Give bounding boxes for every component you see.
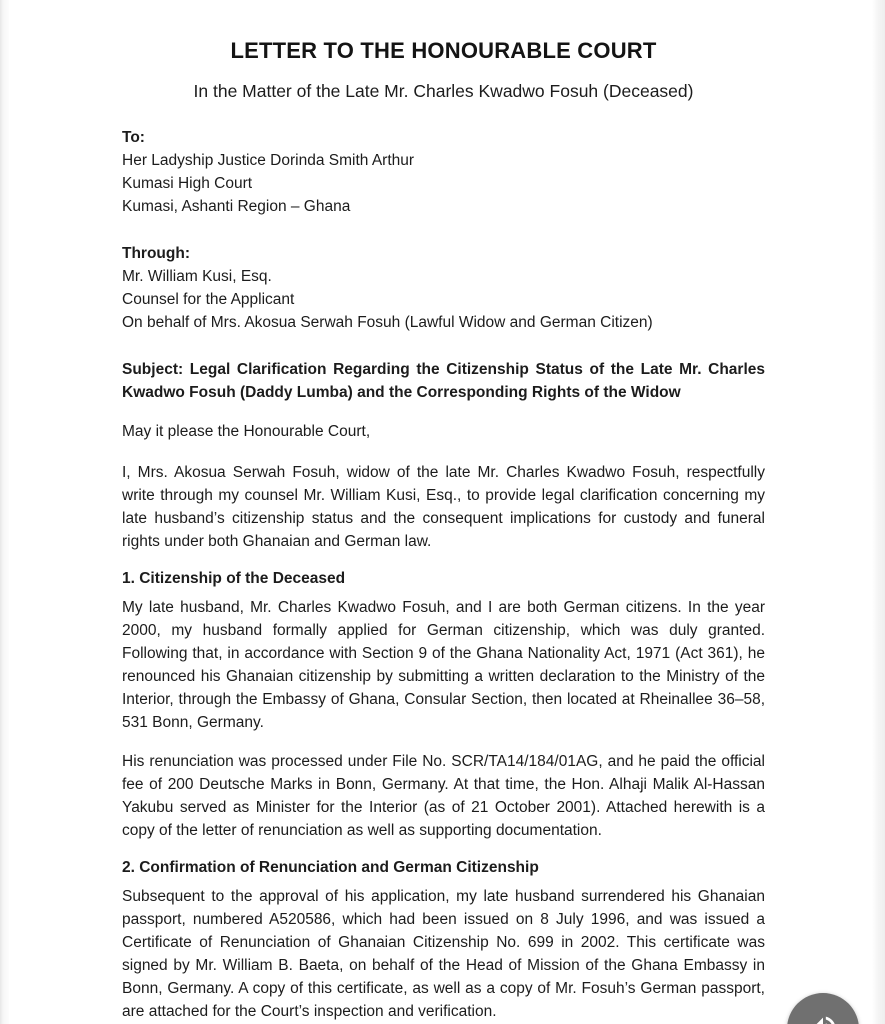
through-line: On behalf of Mrs. Akosua Serwah Fosuh (Lawful Widow and German Citizen): [122, 314, 653, 331]
to-line: Kumasi High Court: [122, 175, 253, 192]
section-2-paragraph: Subsequent to the approval of his application, my late husband surrendered his Ghanaian passport, numbered A520586, which had been issued on 8 July 1996, and was issued a Certificate of Renunciation of Ghanaian Citizenship No. 699 in 2002. This certificate was signed by Mr. William B. Baeta, on behalf of the Head of Mission of the Ghana Embassy in Bonn, Germany. A copy of this certificate, as well as a copy of Mr. Fosuh’s German passport, are attached for the Court’s inspection and verification.: [122, 888, 765, 1020]
document-title: LETTER TO THE HONOURABLE COURT: [230, 38, 657, 63]
through-line: Counsel for the Applicant: [122, 291, 295, 308]
subject-line: Subject: Legal Clarification Regarding the Citizenship Status of the Late Mr. Charles Kwadwo Fosuh (Daddy Lumba) and the Corresponding Rights of the Widow: [122, 361, 765, 401]
through-block: [122, 242, 765, 334]
section-2: [122, 856, 765, 1023]
speaker-icon: [806, 1012, 840, 1024]
section-1-heading: 1. Citizenship of the Deceased: [122, 570, 346, 587]
intro-paragraph: I, Mrs. Akosua Serwah Fosuh, widow of the late Mr. Charles Kwadwo Fosuh, respectfully write through my counsel Mr. William Kusi, Esq., to provide legal clarification concerning my late husband’s citizenship status and the consequent implications for custody and funeral rights under both Ghanaian and German law.: [122, 464, 765, 550]
section-1: [122, 567, 765, 842]
through-line: Mr. William Kusi, Esq.: [122, 268, 272, 285]
salutation: May it please the Honourable Court,: [122, 423, 371, 440]
section-1-paragraph: His renunciation was processed under File No. SCR/TA14/184/01AG, and he paid the official fee of 200 Deutsche Marks in Bonn, Germany. At that time, the Hon. Alhaji Malik Al-Hassan Yakubu served as Minister for the Interior (as of 21 October 2001). Attached herewith is a copy of the letter of renunciation as well as supporting documentation.: [122, 753, 765, 839]
to-line: Kumasi, Ashanti Region – Ghana: [122, 198, 351, 215]
to-label: To:: [122, 129, 145, 146]
to-line: Her Ladyship Justice Dorinda Smith Arthur: [122, 152, 415, 169]
section-1-paragraph: My late husband, Mr. Charles Kwadwo Fosuh, and I are both German citizens. In the year 2000, my husband formally applied for German citizenship, which was duly granted. Following that, in accordance with Section 9 of the Ghana Nationality Act, 1971 (Act 361), he renounced his Ghanaian citizenship by submitting a written declaration to the Ministry of the Interior, through the Embassy of Ghana, Consular Section, then located at Rheinallee 36–58, 531 Bonn, Germany.: [122, 599, 765, 731]
section-2-heading: 2. Confirmation of Renunciation and German Citizenship: [122, 859, 539, 876]
through-label: Through:: [122, 245, 191, 262]
document-subtitle: In the Matter of the Late Mr. Charles Kwadwo Fosuh (Deceased): [193, 81, 694, 101]
to-block: [122, 126, 765, 218]
